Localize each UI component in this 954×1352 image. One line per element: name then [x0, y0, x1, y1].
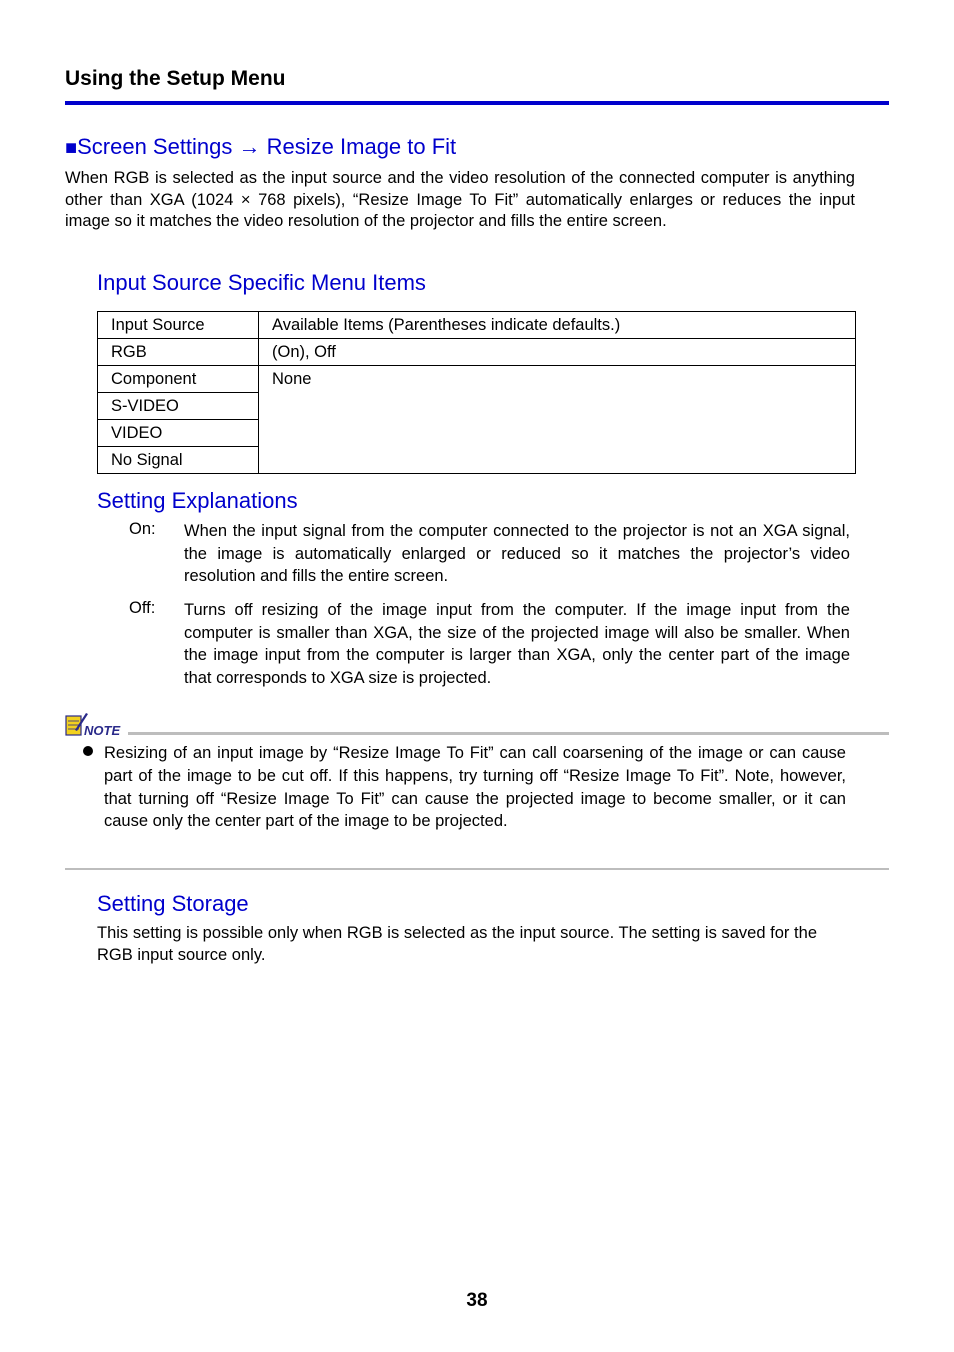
header-rule — [65, 101, 889, 105]
note-icon — [64, 712, 124, 738]
table-cell-source: VIDEO — [98, 420, 259, 447]
page-header-title: Using the Setup Menu — [65, 67, 286, 90]
table-header-row — [98, 312, 856, 339]
off-description: Turns off resizing of the image input from the computer. If the image input from the computer is smaller than XGA, the size of the projected image will also be smaller. When the image input from the computer is larger than XGA, only the center part of the image that corresponds to XGA size is projected. — [184, 601, 850, 687]
intro-paragraph: When RGB is selected as the input source and the video resolution of the connected computer is anything other than XGA (1024 × 768 pixels), “Resize Image To Fit” automatically enlarges or reduces the input image so it matches the video resolution of the projector and fills the entire screen. — [65, 169, 855, 230]
section-heading — [65, 134, 456, 160]
setting-storage-heading: Setting Storage — [97, 891, 249, 916]
note-text: Resizing of an input image by “Resize Image To Fit” can call coarsening of the image or can cause part of the image to be cut off. If this happens, try turning off “Resize Image To Fit”. Note, however, that turning off “Resize Image To Fit” can cause the projected image to become smaller, or it can cause only the center part of the image to be projected. — [104, 744, 846, 831]
table-row — [98, 339, 856, 366]
setting-explanations-heading: Setting Explanations — [97, 488, 298, 513]
on-description: When the input signal from the computer connected to the projector is not an XGA signal, the image is automatically enlarged or reduced so it matches the projector’s video resolution and fills the entire screen. — [184, 522, 850, 585]
breadcrumb-screen-settings: Screen Settings — [77, 134, 233, 159]
table-cell-items: (On), Off — [259, 339, 856, 366]
table-cell-source: Component — [98, 366, 259, 393]
table-header-cell: Available Items (Parentheses indicate defaults.) — [259, 312, 856, 339]
table-cell-source: RGB — [98, 339, 259, 366]
note-icon-label: NOTE — [84, 723, 121, 738]
table-cell-source: S-VIDEO — [98, 393, 259, 420]
input-source-table — [97, 311, 856, 474]
off-label: Off: — [129, 599, 156, 617]
table-cell-items: None — [259, 366, 856, 474]
table-header-cell: Input Source — [98, 312, 259, 339]
on-label: On: — [129, 520, 156, 538]
input-source-heading: Input Source Specific Menu Items — [97, 270, 426, 295]
breadcrumb-resize-image: Resize Image to Fit — [266, 134, 457, 159]
storage-text: This setting is possible only when RGB is selected as the input source. The setting is saved for the RGB input source only. — [97, 924, 817, 964]
square-bullet-icon: ■ — [65, 137, 78, 159]
table-row — [98, 366, 856, 393]
arrow-right-icon: → — [238, 134, 261, 159]
bullet-icon — [83, 746, 93, 756]
note-rule — [128, 732, 889, 735]
page-number: 38 — [466, 1290, 488, 1311]
table-cell-source: No Signal — [98, 447, 259, 474]
note-bottom-rule — [65, 868, 889, 870]
